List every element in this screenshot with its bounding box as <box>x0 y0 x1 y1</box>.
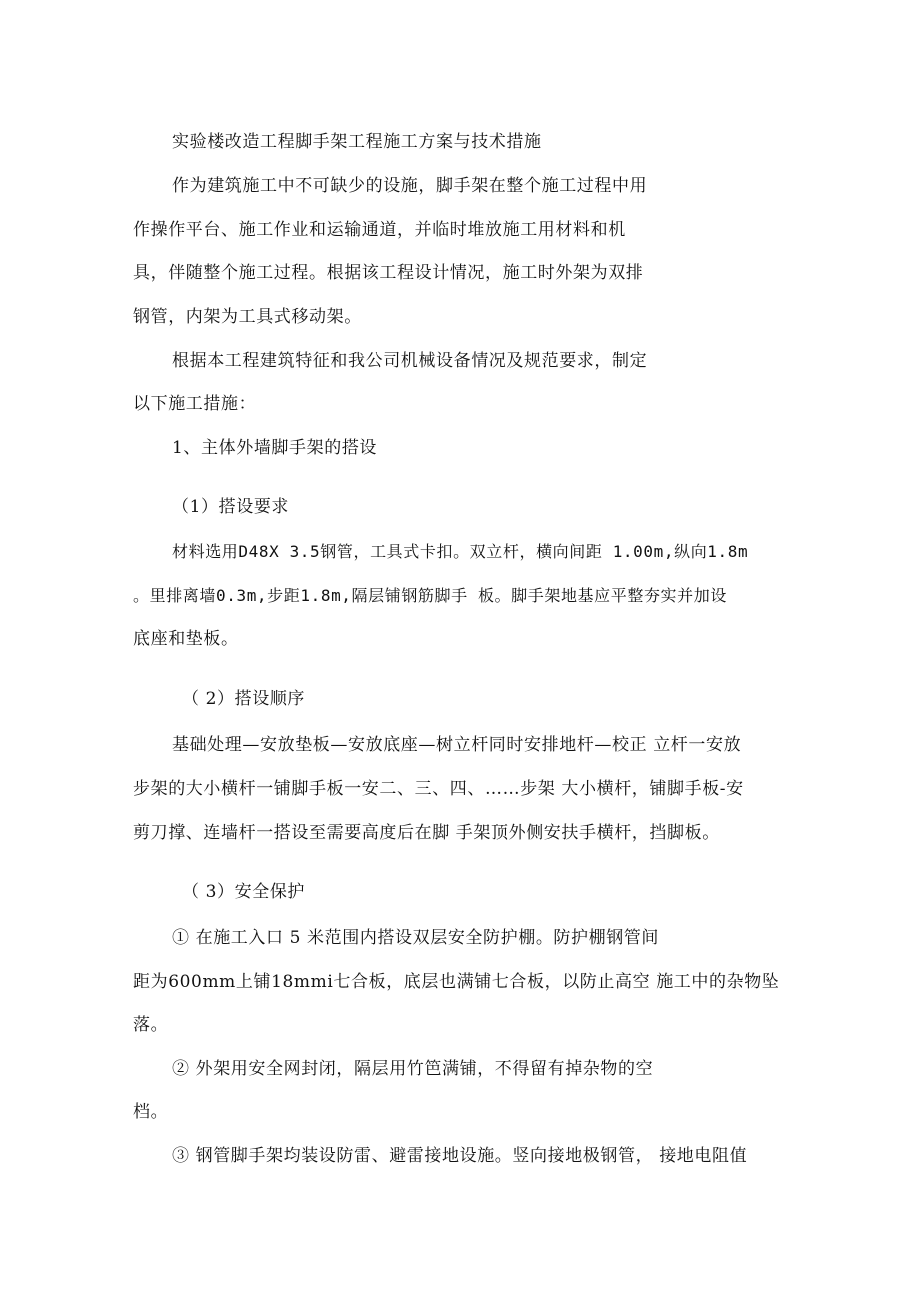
item1-line-3: 落。 <box>133 1015 169 1035</box>
sub2-heading: （ 2）搭设顺序 <box>182 689 306 709</box>
item3-line-1: ③ 钢管脚手架均装设防雷、避雷接地设施。竖向接地极钢管， 接地电阻值 <box>172 1146 748 1166</box>
item1-line-1: ① 在施工入口 5 米范围内搭设双层安全防护棚。防护棚钢管间 <box>172 928 660 948</box>
sub1-body-line-3: 底座和垫板。 <box>133 629 239 649</box>
intro-line-4: 钢管，内架为工具式移动架。 <box>133 307 362 327</box>
sub2-body-line-3: 剪刀撑、连墙杆一搭设至需要高度后在脚 手架顶外侧安扶手横杆，挡脚板。 <box>133 823 720 843</box>
sub1-body-line-1: 材料选用D48X 3.5钢管，工具式卡扣。双立杆，横向间距 1.00m,纵向1.8m <box>172 542 749 561</box>
basis-line-2: 以下施工措施： <box>133 394 257 414</box>
sub1-heading: （1）搭设要求 <box>172 497 290 517</box>
sub3-heading: （ 3）安全保护 <box>182 882 306 902</box>
sub2-body-line-2: 步架的大小横杆一铺脚手板一安二、三、四、……步架 大小横杆，铺脚手板-安 <box>133 779 744 799</box>
section1-heading: 1、主体外墙脚手架的搭设 <box>172 438 378 458</box>
intro-line-3: 具，伴随整个施工过程。根据该工程设计情况，施工时外架为双排 <box>133 263 644 283</box>
item1-line-2: 距为600mm上铺18mmi七合板，底层也满铺七合板，以防止高空 施工中的杂物坠 <box>133 972 780 992</box>
sub1-body-line-2: 。里排离墙0.3m,步距1.8m,隔层铺钢筋脚手 板。脚手架地基应平整夯实并加设 <box>133 586 727 605</box>
intro-line-2: 作操作平台、施工作业和运输通道，并临时堆放施工用材料和机 <box>133 220 626 240</box>
item2-line-2: 档。 <box>133 1102 169 1122</box>
document-title: 实验楼改造工程脚手架工程施工方案与技术措施 <box>172 132 542 152</box>
item2-line-1: ② 外架用安全网封闭，隔层用竹笆满铺，不得留有掉杂物的空 <box>172 1059 654 1079</box>
sub2-body-line-1: 基础处理—安放垫板—安放底座—树立杆同时安排地杆—校正 立杆一安放 <box>172 735 742 755</box>
intro-line-1: 作为建筑施工中不可缺少的设施，脚手架在整个施工过程中用 <box>172 176 648 196</box>
basis-line-1: 根据本工程建筑特征和我公司机械设备情况及规范要求，制定 <box>172 351 648 371</box>
